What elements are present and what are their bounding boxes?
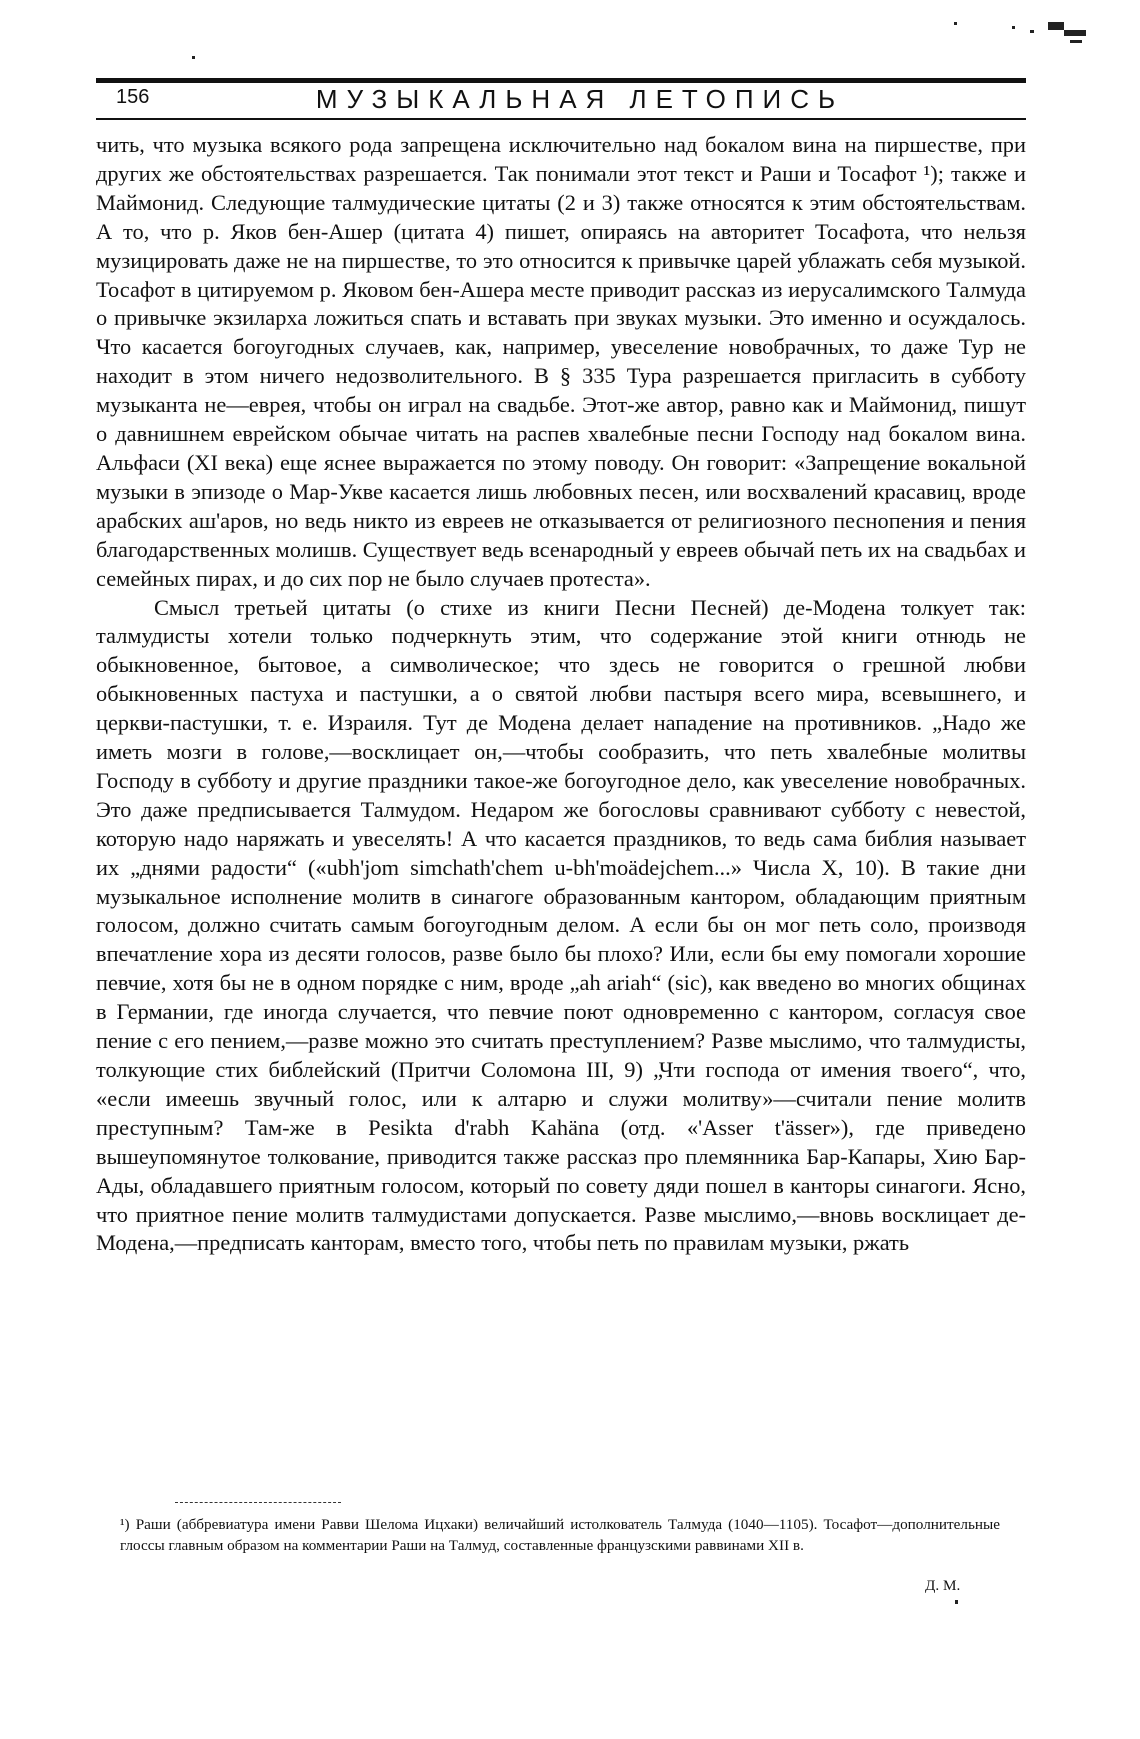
running-title: МУЗЫКАЛЬНАЯ ЛЕТОПИСЬ — [315, 84, 845, 114]
page-number: 156 — [116, 86, 150, 108]
scan-speck — [1064, 30, 1086, 36]
header-underline — [96, 118, 1026, 120]
scan-speck — [1012, 26, 1015, 29]
footnote-divider — [175, 1502, 341, 1504]
scan-speck — [1070, 40, 1082, 43]
paragraph: чить, что музыка всякого рода запрещена исключительно над бокалом вина на пиршестве, при других же обстоятельствах разрешается. Так понимали этот текст и Раши и Тосафот ¹); также и Маймонид. Следующие талмудические цитаты (2 и 3) также относятся к этим обстоятельствам. А то, что р. Яков бен-Ашер (цитата 4) пишет, опираясь на авторитет Тосафота, что нельзя музицировать даже не на пиршестве, то это относится к привычке царей ублажать себя музыкой. Тосафот в цитируемом р. Яковом бен-Ашера месте приводит рассказ из иерусалимского Талмуда о привычке экзиларха ложиться спать и вставать при звуках музыки. Это именно и осуждалось. Что касается богоугодных случаев, как, например, увеселение новобрачных, то даже Тур не находит в этом ничего недозволительного. В § 335 Тура разрешается пригласить в субботу музыканта не—еврея, чтобы он играл на свадьбе. Этот-же автор, равно как и Маймонид, пишут о давнишнем еврейском обычае читать на распев хвалебные песни Господу над бокалом вина. Альфаси (XI века) еще яснее выражается по этому поводу. Он говорит: «Запрещение вокальной музыки в эпизоде о Мар-Укве касается лишь любовных песен, или восхвалений красавиц, вроде арабских аш'аров, но ведь никто из евреев не отказывается от религиозного песнопения и пения благодарственных молишв. Существует ведь всенародный у евреев обычай петь их на свадьбах и семейных пирах, и до сих пор не было случаев протеста». — [96, 132, 1027, 591]
scan-speck — [955, 1600, 958, 1604]
header-rule — [96, 78, 1026, 83]
footnote: ¹) Раши (аббревиатура имени Равви Шелома Ицхаки) величайший истолкователь Талмуда (1040—1105). Тосафот—дополнительные глоссы главным образом на комментарии Раши на Талмуд, составленные французскими раввинами XII в. — [120, 1516, 1000, 1554]
scan-speck — [192, 56, 195, 59]
scan-speck — [1048, 22, 1064, 30]
scan-speck — [954, 22, 957, 25]
main-text — [96, 131, 1026, 1258]
scan-speck — [1030, 30, 1034, 33]
footnote-signature: Д. М. — [925, 1577, 961, 1594]
paragraph: Смысл третьей цитаты (о стихе из книги Песни Песней) де-Модена толкует так: талмудисты хотели только подчеркнуть этим, что содержание этой книги отнюдь не обыкновенное, бытовое, а символическое; что здесь не говорится о грешной любви обыкновенных пастуха и пастушки, а о святой любви пастыря всего мира, всевышнего, и церкви-пастушки, т. е. Израиля. Тут де Модена делает нападение на противников. „Надо же иметь мозги в голове,—восклицает он,—чтобы сообразить, что петь хвалебные молитвы Господу в субботу и другие праздники такое-же богоугодное дело, как увеселение новобрачных. Это даже предписывается Талмудом. Недаром же богословы сравнивают субботу с невестой, которую надо наряжать и увеселять! А что касается праздников, то ведь сама библия называет их „днями радости“ («ubh'jom simchath'chem u-bh'moädejchem...» Числа X, 10). В такие дни музыкальное исполнение молитв в синагоге образованным кантором, обладающим приятным голосом, должно считать самым богоугодным делом. А если бы он мог петь соло, производя впечатление хора из десяти голосов, разве было бы плохо? Или, если бы ему помогали хорошие певчие, хотя бы не в одном порядке с ним, вроде „ah ariah“ (sic), как введено во многих общинах в Германии, где иногда случается, что певчие поют одновременно с кантором, согласуя свое пение с его пением,—разве можно это считать преступлением? Разве мыслимо, что талмудисты, толкующие стих библейский (Притчи Соломона III, 9) „Чти господа от имения твоего“, что, «если имеешь звучный голос, или к алтарю и служи молитву»—считали пение молитв преступным? Там-же в Pesikta d'rabh Kahäna (отд. «'Asser t'ässer»), где приведено вышеупомянутое толкование, приводится также рассказ про племянника Бар-Капары, Хию Бар-Ады, обладавшего приятным голосом, который по совету дяди пошел в канторы синагоги. Ясно, что приятное пение молитв талмудистами допускается. Разве мыслимо,—вновь восклицает де-Модена,—предписать канторам, вместо того, чтобы петь по правилам музыки, ржать — [96, 594, 1026, 1256]
